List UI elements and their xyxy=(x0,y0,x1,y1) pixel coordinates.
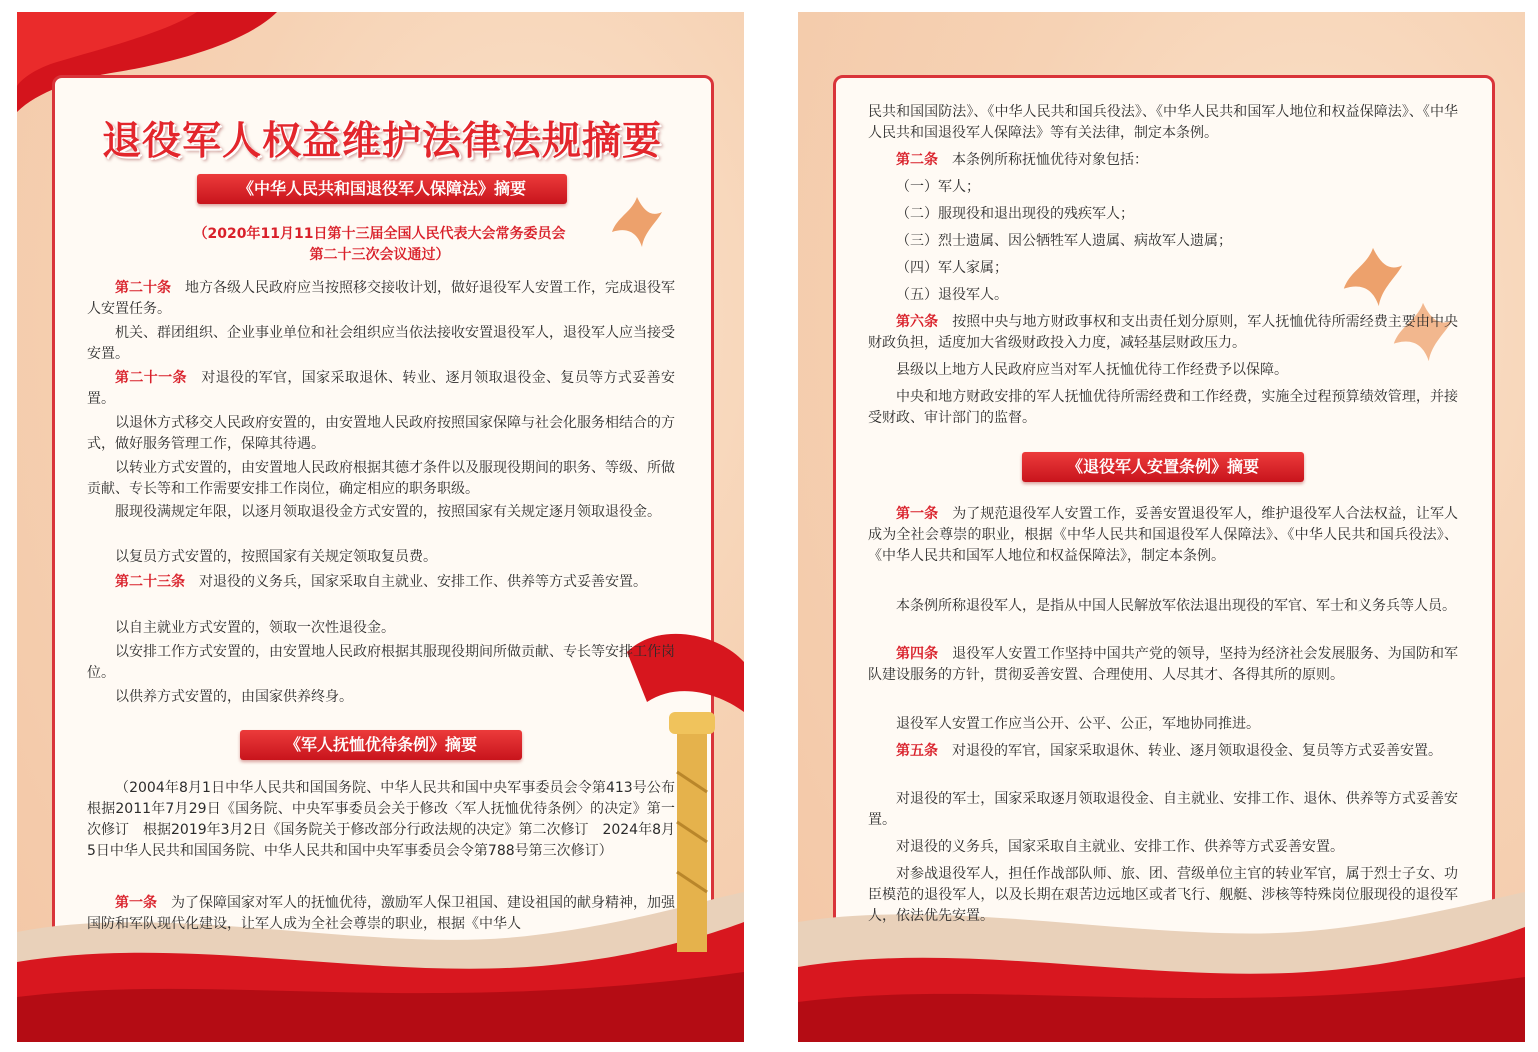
paragraph: 对退役的军士，国家采取逐月领取退役金、自主就业、安排工作、退休、供养等方式妥善安置。 xyxy=(868,791,1458,828)
paragraph: 县级以上地方人民政府应当对军人抚恤优待工作经费予以保障。 xyxy=(896,362,1288,378)
list-item: （四）军人家属； xyxy=(896,260,1008,276)
left-content xyxy=(17,12,744,1042)
law-date-line2: 第二十三次会议通过） xyxy=(309,247,450,263)
list-item: （三）烈士遗属、因公牺牲军人遗属、病故军人遗属； xyxy=(896,233,1232,249)
article-label: 第六条 xyxy=(896,314,939,330)
article-5 xyxy=(868,741,1458,762)
list-item: （二）服现役和退出现役的残疾军人； xyxy=(896,206,1134,222)
article-1-pension xyxy=(87,893,675,935)
article-label: 第二十条 xyxy=(115,280,171,296)
paragraph: 退役军人安置工作应当公开、公平、公正，军地协同推进。 xyxy=(896,716,1260,732)
article-4 xyxy=(868,644,1458,686)
paragraph: 以复员方式安置的，按照国家有关规定领取复员费。 xyxy=(115,549,437,565)
article-text: 按照中央与地方财政事权和支出责任划分原则，军人抚恤优待所需经费主要由中央财政负担，适度加大省级财政投入力度，减轻基层财政压力。 xyxy=(868,314,1459,351)
paragraph: 服现役满规定年限，以逐月领取退役金方式安置的，按照国家有关规定逐月领取退役金。 xyxy=(115,504,661,520)
article-text: 为了保障国家对军人的抚恤优待，激励军人保卫祖国、建设祖国的献身精神，加强国防和军队现代化建设，让军人成为全社会尊崇的职业，根据《中华人 xyxy=(87,895,675,932)
article-23 xyxy=(87,572,675,593)
article-label: 第四条 xyxy=(896,646,939,662)
article-6 xyxy=(868,312,1458,354)
article-text: 本条例所称抚恤优待对象包括： xyxy=(952,152,1148,168)
paragraph: 对退役的义务兵，国家采取自主就业、安排工作、供养等方式妥善安置。 xyxy=(896,839,1344,855)
list-item: （五）退役军人。 xyxy=(896,287,1008,303)
right-content xyxy=(798,12,1525,1042)
section-title-veteran-law: 《中华人民共和国退役军人保障法》摘要 xyxy=(197,174,567,204)
section-title-military-pension: 《军人抚恤优待条例》摘要 xyxy=(240,730,522,760)
paragraph: 中央和地方财政安排的军人抚恤优待所需经费和工作经费，实施全过程预算绩效管理，并接受财政、审计部门的监督。 xyxy=(868,389,1458,426)
article-text: 对退役的义务兵，国家采取自主就业、安排工作、供养等方式妥善安置。 xyxy=(199,574,647,590)
paragraph: 机关、群团组织、企业事业单位和社会组织应当依法接收安置退役军人，退役军人应当接受安置。 xyxy=(87,325,675,362)
article-label: 第五条 xyxy=(896,743,938,759)
regulation-history-note: （2004年8月1日中华人民共和国国务院、中华人民共和国中央军事委员会令第413号公布 根据2011年7月29日《国务院、中央军事委员会关于修改〈军人抚恤优待条例〉的决定》第一次修订 根据2019年3月2日《国务院关于修改部分行政法规的决定》第二次修订 2024年8月5日中华人民共和国国务院、中华人民共和国中央军事委员会令第788号第三次修订） xyxy=(87,780,689,859)
section-title-resettlement: 《退役军人安置条例》摘要 xyxy=(1022,452,1304,482)
paragraph: 本条例所称退役军人，是指从中国人民解放军依法退出现役的军官、军士和义务兵等人员。 xyxy=(896,598,1456,614)
list-item: （一）军人； xyxy=(896,179,980,195)
paragraph: 以退休方式移交人民政府安置的，由安置地人民政府按照国家保障与社会化服务相结合的方式，做好服务管理工作，保障其待遇。 xyxy=(87,415,675,452)
paragraph: 民共和国国防法》、《中华人民共和国兵役法》、《中华人民共和国军人地位和权益保障法》、《中华人民共和国退役军人保障法》等有关法律，制定本条例。 xyxy=(868,104,1458,141)
article-label: 第二条 xyxy=(896,152,938,168)
paragraph: 以安排工作方式安置的，由安置地人民政府根据其服现役期间所做贡献、专长等安排工作岗位。 xyxy=(87,644,675,681)
poster-left xyxy=(17,12,744,1042)
article-label: 第二十三条 xyxy=(115,574,185,590)
article-text: 对退役的军官，国家采取退休、转业、逐月领取退役金、复员等方式妥善安置。 xyxy=(952,743,1442,759)
article-20 xyxy=(87,278,675,320)
article-text: 地方各级人民政府应当按照移交接收计划，做好退役军人安置工作，完成退役军人安置任务。 xyxy=(87,280,675,317)
article-text: 为了规范退役军人安置工作，妥善安置退役军人，维护退役军人合法权益，让军人成为全社会尊崇的职业，根据《中华人民共和国退役军人保障法》、《中华人民共和国兵役法》、《中华人民共和国军人地位和权益保障法》，制定本条例。 xyxy=(868,506,1459,564)
article-1-resettlement xyxy=(868,504,1458,567)
article-label: 第一条 xyxy=(115,895,157,911)
poster-right xyxy=(798,12,1525,1042)
article-label: 第二十一条 xyxy=(115,370,187,386)
paragraph: 以供养方式安置的，由国家供养终身。 xyxy=(115,689,353,705)
article-2 xyxy=(868,150,1458,171)
article-label: 第一条 xyxy=(896,506,939,522)
law-date-line1: （2020年11月11日第十三届全国人民代表大会常务委员会 xyxy=(193,226,566,242)
paragraph: 对参战退役军人，担任作战部队师、旅、团、营级单位主官的转业军官，属于烈士子女、功臣模范的退役军人，以及长期在艰苦边远地区或者飞行、舰艇、涉核等特殊岗位服现役的退役军人，依法优先安置。 xyxy=(868,866,1458,924)
article-text: 对退役的军官，国家采取退休、转业、逐月领取退役金、复员等方式妥善安置。 xyxy=(87,370,676,407)
paragraph: 以自主就业方式安置的，领取一次性退役金。 xyxy=(115,620,395,636)
paragraph: 以转业方式安置的，由安置地人民政府根据其德才条件以及服现役期间的职务、等级、所做贡献、专长等和工作需要安排工作岗位，确定相应的职务职级。 xyxy=(87,460,675,497)
article-text: 退役军人安置工作坚持中国共产党的领导，坚持为经济社会发展服务、为国防和军队建设服务的方针，贯彻妥善安置、合理使用、人尽其才、各得其所的原则。 xyxy=(868,646,1459,683)
main-title: 退役军人权益维护法律法规摘要 xyxy=(101,118,662,164)
article-21 xyxy=(87,368,675,410)
